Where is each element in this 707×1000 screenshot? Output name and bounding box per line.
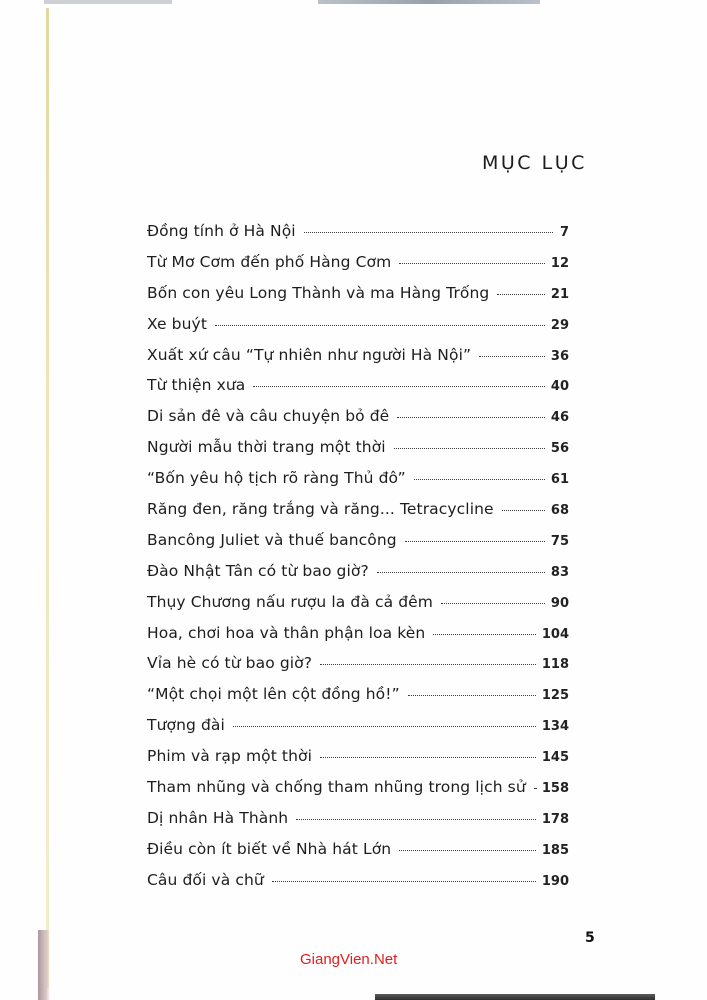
dot-leader (377, 572, 545, 573)
toc-entry-title: “Bốn yêu hộ tịch rõ ràng Thủ đô” (147, 469, 406, 488)
dot-leader (296, 819, 536, 820)
watermark-link[interactable]: GiangVien.Net (300, 951, 398, 968)
dot-leader (497, 294, 545, 295)
toc-entry-title: Câu đối và chữ (147, 870, 264, 889)
toc-entry[interactable] (147, 840, 569, 871)
toc-entry[interactable] (147, 284, 569, 315)
toc-entry[interactable] (147, 778, 569, 809)
dot-leader (534, 788, 536, 789)
toc-entry[interactable] (147, 747, 569, 778)
toc-entry-page: 104 (541, 626, 569, 642)
toc-entry-page: 21 (550, 286, 569, 302)
book-spine-edge (46, 8, 49, 988)
toc-entry[interactable] (147, 500, 569, 531)
toc-entry-page: 190 (541, 873, 569, 889)
toc-entry-title: Từ Mơ Cơm đến phố Hàng Cơm (147, 252, 392, 271)
page-number: 5 (585, 930, 595, 946)
toc-entry-page: 125 (541, 688, 569, 704)
toc-entry[interactable] (147, 346, 569, 377)
toc-entry-title: Tượng đài (147, 716, 225, 735)
toc-entry-page: 40 (550, 379, 569, 395)
toc-entry-title: Người mẫu thời trang một thời (147, 438, 386, 457)
toc-entry-title: Vỉa hè có từ bao giờ? (147, 654, 313, 673)
toc-entry-page: 7 (559, 225, 569, 240)
toc-entry-title: Bốn con yêu Long Thành và ma Hàng Trống (147, 283, 490, 302)
dot-leader (441, 603, 545, 604)
dot-leader (272, 881, 536, 882)
dot-leader (320, 664, 536, 665)
toc-entry-title: Tham nhũng và chống tham nhũng trong lịch sử (147, 778, 526, 797)
toc-entry[interactable] (147, 469, 569, 500)
toc-entry-title: Đào Nhật Tân có từ bao giờ? (147, 561, 369, 580)
toc-entry-page: 185 (541, 842, 569, 858)
dot-leader (394, 448, 545, 449)
toc-entry-title: Thụy Chương nấu rượu la đà cả đêm (147, 592, 433, 611)
dot-leader (253, 386, 544, 387)
dot-leader (414, 479, 545, 480)
toc-entry-title: Phim và rạp một thời (147, 747, 313, 766)
toc-entry-page: 145 (541, 750, 569, 766)
toc-entry-page: 29 (550, 317, 569, 333)
toc-entry-title: Răng đen, răng trắng và răng... Tetracycline (147, 500, 494, 519)
toc-entry-page: 12 (550, 255, 569, 271)
dot-leader (502, 510, 545, 511)
scan-edge-top-left (44, 0, 172, 4)
toc-entry[interactable] (147, 624, 569, 655)
toc-entry-title: Di sản đê và câu chuyện bỏ đê (147, 407, 390, 426)
table-of-contents (147, 222, 569, 902)
dot-leader (405, 541, 545, 542)
toc-entry-page: 56 (550, 441, 569, 457)
dot-leader (215, 325, 545, 326)
toc-entry[interactable] (147, 222, 569, 253)
toc-entry[interactable] (147, 716, 569, 747)
toc-entry-title: Đồng tính ở Hà Nội (147, 222, 296, 240)
scan-edge-top-right (318, 0, 540, 4)
toc-entry-page: 118 (541, 657, 569, 673)
toc-entry-page: 178 (541, 811, 569, 827)
toc-entry-title: Xe buýt (147, 314, 207, 333)
dot-leader (304, 232, 553, 233)
toc-entry[interactable] (147, 407, 569, 438)
toc-entry-title: Hoa, chơi hoa và thân phận loa kèn (147, 623, 426, 642)
dot-leader (433, 634, 536, 635)
dot-leader (399, 850, 536, 851)
toc-entry[interactable] (147, 562, 569, 593)
dot-leader (408, 695, 536, 696)
toc-entry-page: 36 (550, 348, 569, 364)
toc-entry[interactable] (147, 253, 569, 284)
toc-entry-page: 83 (550, 564, 569, 580)
scan-edge-bottom (375, 994, 655, 1000)
toc-entry-page: 158 (541, 781, 569, 797)
spine-shadow (38, 930, 50, 1000)
toc-entry[interactable] (147, 438, 569, 469)
page-title: MỤC LỤC (482, 152, 587, 174)
dot-leader (233, 726, 536, 727)
dot-leader (399, 263, 545, 264)
toc-entry[interactable] (147, 685, 569, 716)
toc-entry-page: 134 (541, 719, 569, 735)
toc-entry-title: Điều còn ít biết về Nhà hát Lớn (147, 839, 392, 858)
toc-entry-title: Từ thiện xưa (147, 376, 246, 395)
toc-entry[interactable] (147, 315, 569, 346)
toc-entry-title: Dị nhân Hà Thành (147, 808, 289, 827)
toc-entry-page: 75 (550, 533, 569, 549)
toc-entry-page: 90 (550, 595, 569, 611)
toc-entry[interactable] (147, 809, 569, 840)
toc-entry[interactable] (147, 593, 569, 624)
dot-leader (397, 417, 545, 418)
toc-entry-page: 46 (550, 410, 569, 426)
toc-entry-page: 61 (550, 472, 569, 488)
toc-entry[interactable] (147, 871, 569, 902)
toc-entry[interactable] (147, 531, 569, 562)
toc-entry-title: “Một chọi một lên cột đồng hồ!” (147, 685, 400, 704)
toc-entry-title: Xuất xứ câu “Tự nhiên như người Hà Nội” (147, 345, 472, 364)
dot-leader (320, 757, 536, 758)
toc-entry[interactable] (147, 376, 569, 407)
toc-entry-page: 68 (550, 503, 569, 519)
dot-leader (479, 356, 545, 357)
toc-entry[interactable] (147, 654, 569, 685)
toc-entry-title: Bancông Juliet và thuế bancông (147, 530, 397, 549)
